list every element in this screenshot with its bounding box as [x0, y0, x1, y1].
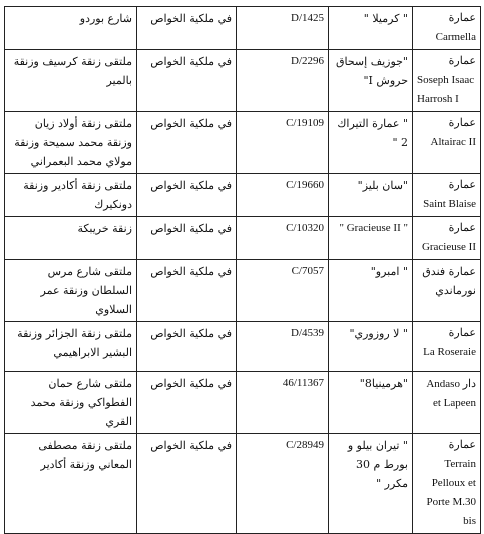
building-latin-name: Altairac II	[430, 136, 476, 148]
ownership-cell: في ملكية الخواص	[137, 174, 237, 217]
building-type-label: عمارة	[448, 12, 476, 24]
table-row	[5, 112, 481, 174]
building-type-label: عمارة	[448, 179, 476, 191]
ownership-cell: في ملكية الخواص	[137, 50, 237, 112]
location-cell: ملتقى زنقة الجزائر وزنقة البشير الابراهيمي	[5, 322, 137, 372]
building-type-label: دار	[462, 377, 476, 390]
building-name-cell: " لا روزوري"	[329, 322, 413, 372]
ownership-cell: في ملكية الخواص	[137, 434, 237, 534]
building-latin-name: Gracieuse II	[421, 241, 476, 253]
building-type-label: عمارة فندق	[422, 265, 476, 278]
ownership-cell: في ملكية الخواص	[137, 7, 237, 50]
table-row	[5, 372, 481, 434]
building-latin-name: La Roseraie	[423, 346, 476, 358]
heritage-buildings-table	[4, 6, 481, 534]
table-row	[5, 50, 481, 112]
building-type-label: عمارة	[448, 439, 476, 451]
building-type-label: عمارة	[448, 117, 476, 129]
title-reference-cell: D/2296	[237, 50, 329, 112]
building-cell	[413, 7, 481, 50]
building-cell	[413, 112, 481, 174]
building-cell	[413, 260, 481, 322]
building-name-cell: "سان بليز"	[329, 174, 413, 217]
table-row	[5, 434, 481, 534]
building-latin-name: Andaso et Lapeen	[426, 378, 476, 409]
table-row	[5, 7, 481, 50]
building-cell	[413, 174, 481, 217]
building-latin-name: Carmella	[435, 31, 476, 43]
building-type-label: عمارة	[448, 55, 476, 67]
building-name-cell: " عمارة التيراك 2 "	[329, 112, 413, 174]
building-name-cell: " امبرو"	[329, 260, 413, 322]
building-cell	[413, 434, 481, 534]
building-type-label: عمارة	[448, 327, 476, 339]
location-cell: شارع بوردو	[5, 7, 137, 50]
building-name-cell: " Gracieuse II "	[329, 217, 413, 260]
ownership-cell: في ملكية الخواص	[137, 217, 237, 260]
title-reference-cell: C/19109	[237, 112, 329, 174]
location-cell: زنقة خريبكة	[5, 217, 137, 260]
building-cell	[413, 372, 481, 434]
table-row	[5, 322, 481, 372]
building-cell	[413, 50, 481, 112]
building-latin-name: Terrain Pelloux et Porte M.30 bis	[426, 458, 476, 527]
title-reference-cell: C/10320	[237, 217, 329, 260]
location-cell: ملتقى زنقة كرسيف وزنقة بالمير	[5, 50, 137, 112]
ownership-cell: في ملكية الخواص	[137, 260, 237, 322]
building-name-cell: "جوزيف إسحاق حروش I"	[329, 50, 413, 112]
title-reference-cell: C/19660	[237, 174, 329, 217]
ownership-cell: في ملكية الخواص	[137, 372, 237, 434]
ownership-cell: في ملكية الخواص	[137, 112, 237, 174]
location-cell: ملتقى زنقة أولاد زيان وزنقة محمد سميحة وزنقة مولاي محمد البعمراني	[5, 112, 137, 174]
location-cell: ملتقى زنقة مصطفى المعاني وزنقة أكادير	[5, 434, 137, 534]
location-cell: ملتقى زنقة أكادير وزنقة دونكيرك	[5, 174, 137, 217]
location-cell: ملتقى شارع حمان الفطواكي وزنقة محمد القري	[5, 372, 137, 434]
building-cell	[413, 217, 481, 260]
building-type-label: عمارة	[448, 222, 476, 234]
title-reference-cell: D/1425	[237, 7, 329, 50]
building-name-cell: "هرمينيا8"	[329, 372, 413, 434]
table-row	[5, 217, 481, 260]
title-reference-cell: C/7057	[237, 260, 329, 322]
title-reference-cell: 46/11367	[237, 372, 329, 434]
location-cell: ملتقى شارع مرس السلطان وزنقة عمر السلاوي	[5, 260, 137, 322]
title-reference-cell: C/28949	[237, 434, 329, 534]
building-name-cell: " تيران بيلو و بورط م 30 مكرر "	[329, 434, 413, 534]
building-latin-name: Soseph Isaac Harrosh I	[417, 74, 475, 105]
ownership-cell: في ملكية الخواص	[137, 322, 237, 372]
title-reference-cell: D/4539	[237, 322, 329, 372]
table-row	[5, 174, 481, 217]
building-cell	[413, 322, 481, 372]
building-latin-name: Saint Blaise	[423, 198, 476, 210]
building-latin-name: نورماندي	[435, 284, 476, 297]
table-row	[5, 260, 481, 322]
building-name-cell: " كرميلا "	[329, 7, 413, 50]
